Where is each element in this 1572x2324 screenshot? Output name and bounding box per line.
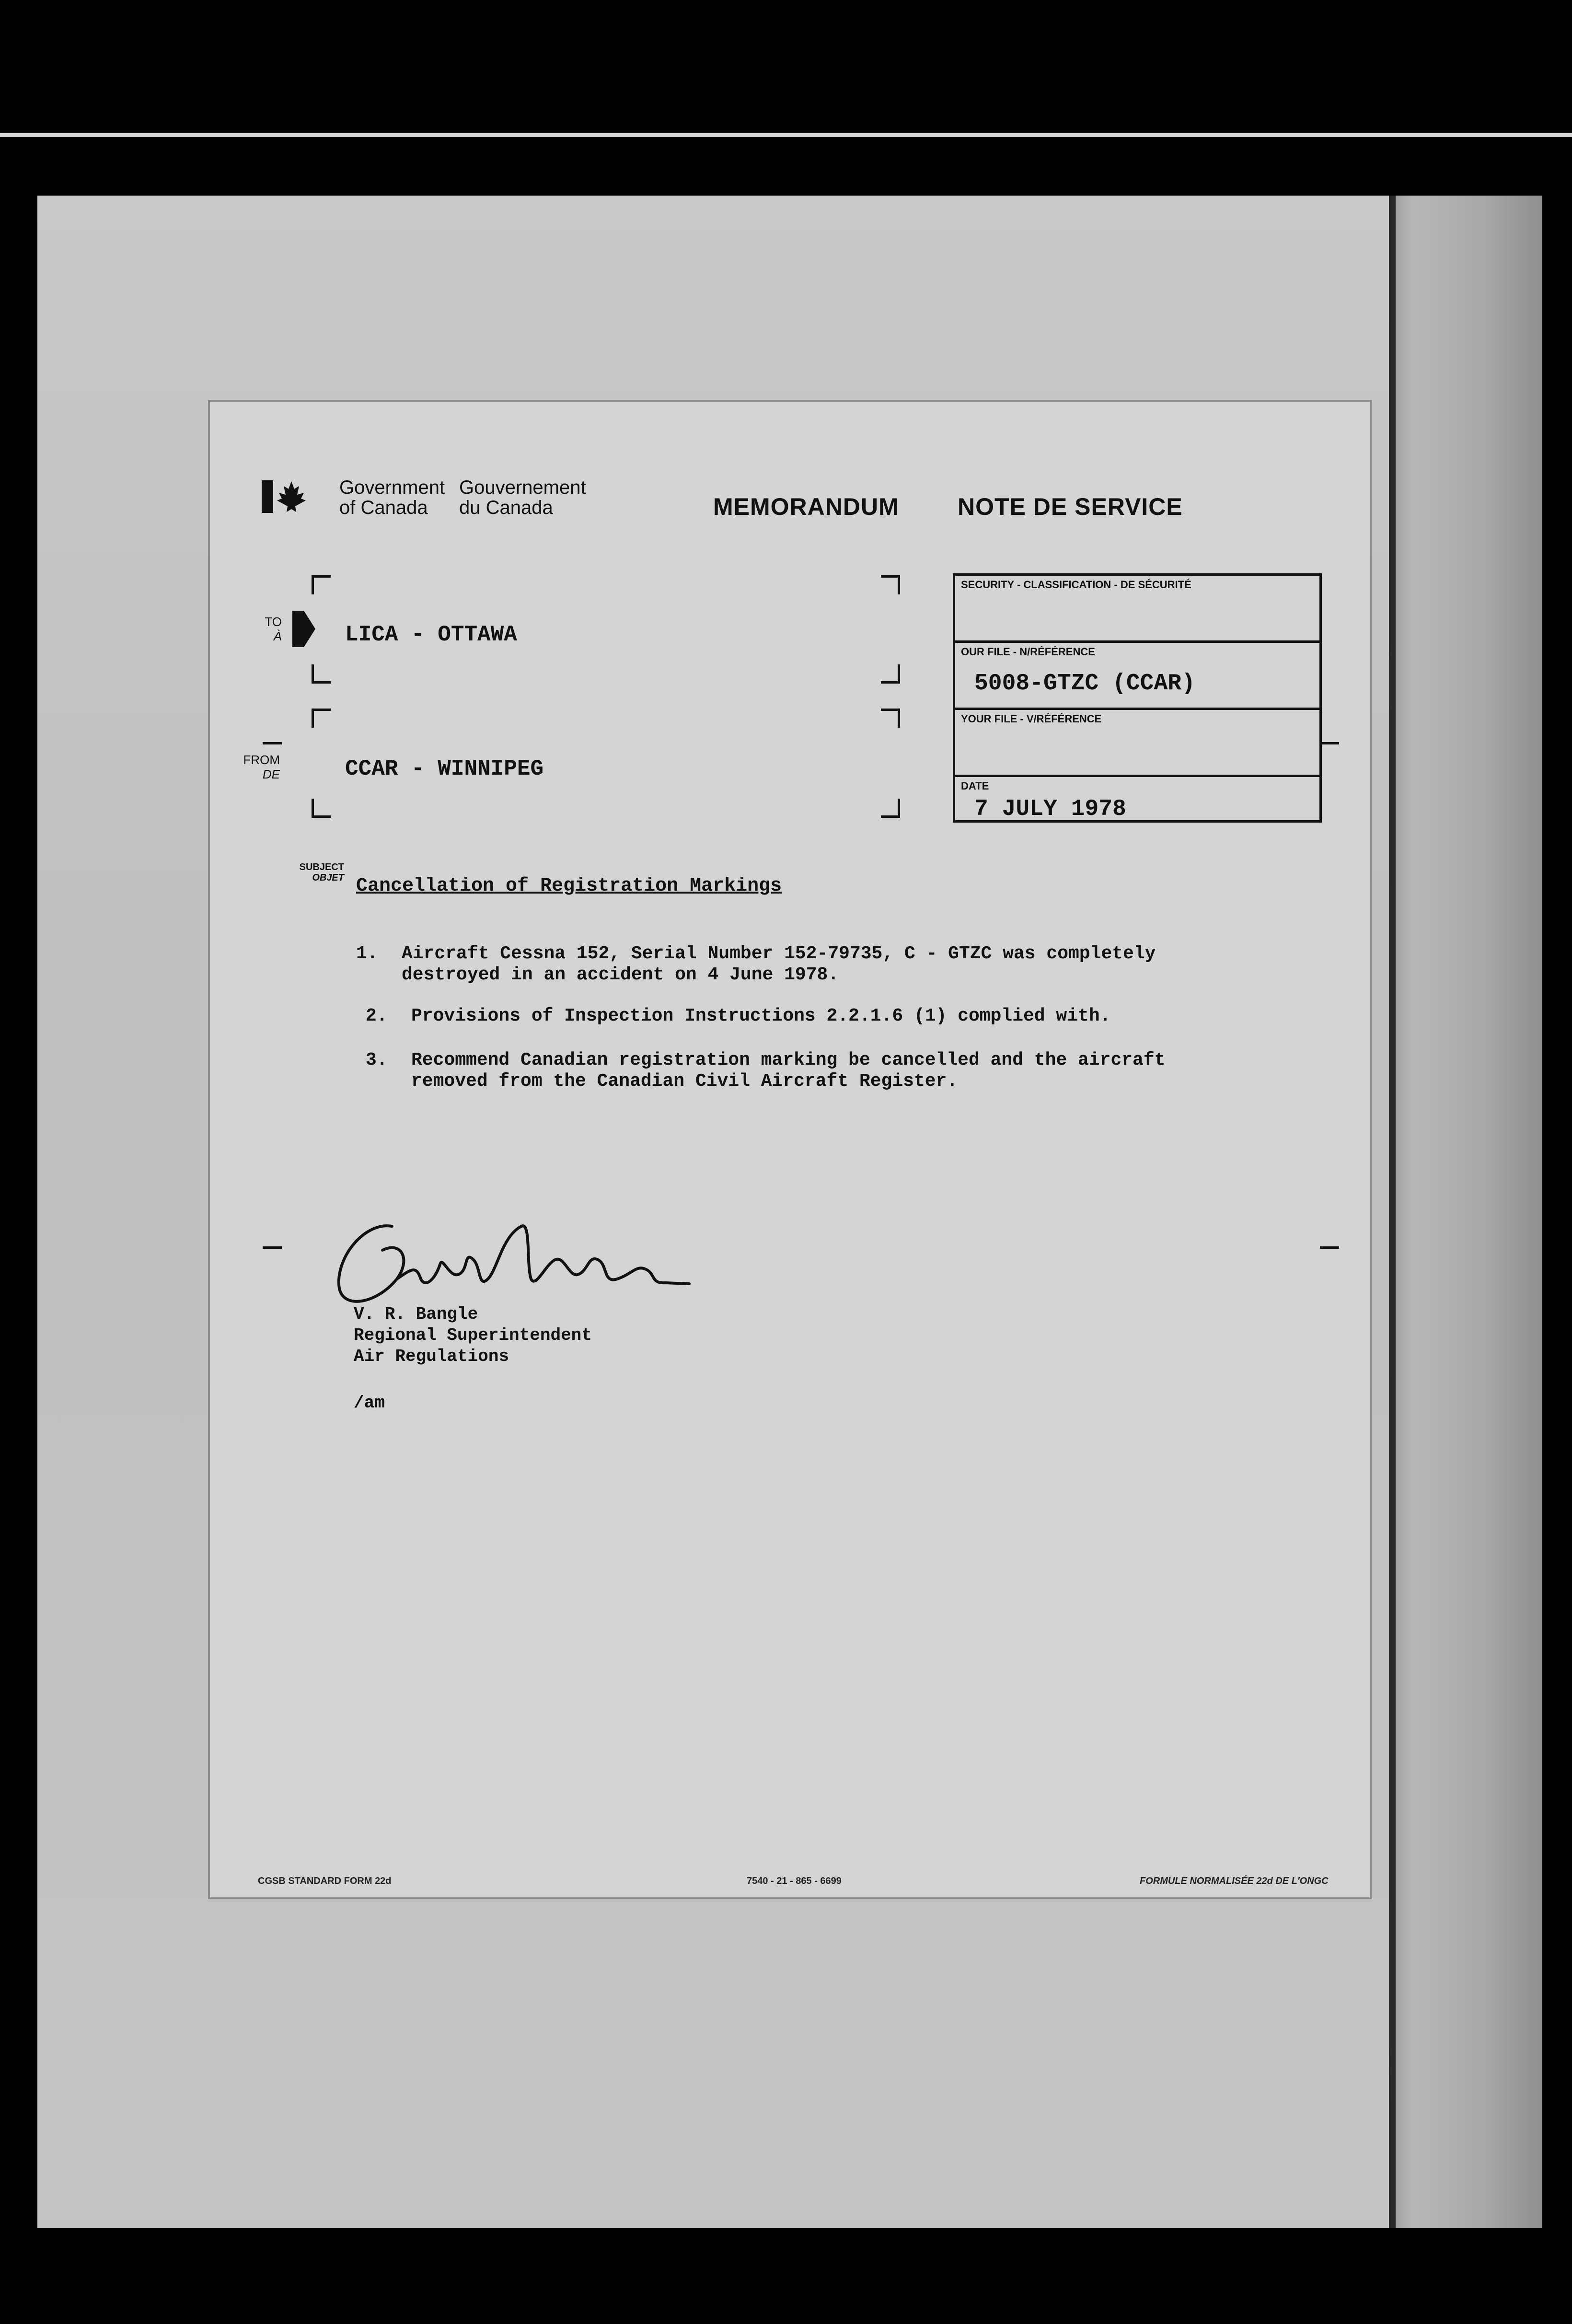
to-label bbox=[258, 615, 282, 643]
from-bracket-bl bbox=[312, 799, 331, 818]
memorandum-sheet bbox=[210, 402, 1370, 1897]
to-label-en: TO bbox=[265, 615, 282, 629]
your-file-row bbox=[955, 710, 1319, 777]
paragraph-3-line2: removed from the Canadian Civil Aircraft Register. bbox=[411, 1071, 958, 1092]
from-label bbox=[239, 753, 280, 781]
government-en bbox=[339, 477, 445, 518]
date-row bbox=[955, 777, 1319, 823]
signature-block bbox=[354, 1304, 592, 1367]
signatory-name: V. R. Bangle bbox=[354, 1304, 478, 1324]
security-label: SECURITY - CLASSIFICATION - DE SÉCURITÉ bbox=[961, 579, 1191, 591]
footer-left: CGSB STANDARD FORM 22d bbox=[258, 1876, 392, 1886]
gov-fr-line2: du Canada bbox=[459, 497, 553, 518]
subject-label-fr: OBJET bbox=[312, 872, 344, 883]
paragraph-3-number: 3. bbox=[366, 1050, 388, 1070]
paragraph-3 bbox=[411, 1050, 1322, 1092]
folder-edge bbox=[1389, 196, 1542, 2228]
right-tick-mark bbox=[1320, 742, 1339, 744]
to-bracket-tr bbox=[881, 575, 900, 594]
from-label-en: FROM bbox=[243, 753, 280, 767]
to-bracket-bl bbox=[312, 664, 331, 684]
gov-fr-line1: Gouvernement bbox=[459, 477, 586, 498]
from-value: CCAR - WINNIPEG bbox=[345, 756, 544, 781]
our-file-row bbox=[955, 643, 1319, 710]
paragraph-1-line1: Aircraft Cessna 152, Serial Number 152-79735, C - GTZC was completely bbox=[402, 943, 1156, 964]
footer-right: FORMULE NORMALISÉE 22d DE L'ONGC bbox=[1140, 1876, 1329, 1886]
signatory-title-1: Regional Superintendent bbox=[354, 1325, 592, 1345]
to-bracket-tl bbox=[312, 575, 331, 594]
folder-crease bbox=[1389, 196, 1396, 2228]
title-memorandum: MEMORANDUM bbox=[713, 493, 899, 520]
from-tick-mark bbox=[263, 742, 282, 744]
right-fold-tick bbox=[1320, 1246, 1339, 1249]
security-row bbox=[955, 576, 1319, 643]
from-bracket-br bbox=[881, 799, 900, 818]
government-fr bbox=[459, 477, 586, 518]
paragraph-2 bbox=[411, 1006, 1322, 1027]
paragraph-2-line1: Provisions of Inspection Instructions 2.2.1.6 (1) complied with. bbox=[411, 1006, 1111, 1026]
canada-flag-icon bbox=[262, 478, 310, 515]
signatory-title-2: Air Regulations bbox=[354, 1347, 509, 1366]
handwritten-signature bbox=[320, 1207, 694, 1317]
gov-en-line2: of Canada bbox=[339, 497, 428, 518]
paragraph-1-number: 1. bbox=[356, 943, 378, 964]
to-value: LICA - OTTAWA bbox=[345, 622, 517, 647]
paragraph-1 bbox=[402, 943, 1312, 986]
date-label: DATE bbox=[961, 780, 989, 792]
date-value: 7 JULY 1978 bbox=[974, 796, 1126, 822]
to-arrow-icon bbox=[292, 611, 316, 647]
film-strip-line bbox=[0, 133, 1572, 137]
subject-value: Cancellation of Registration Markings bbox=[356, 875, 782, 897]
footer-center: 7540 - 21 - 865 - 6699 bbox=[747, 1876, 842, 1886]
title-note-de-service: NOTE DE SERVICE bbox=[958, 493, 1183, 520]
our-file-value: 5008-GTZC (CCAR) bbox=[974, 671, 1195, 697]
from-bracket-tr bbox=[881, 709, 900, 728]
left-fold-tick bbox=[263, 1246, 282, 1249]
from-label-fr: DE bbox=[262, 767, 280, 781]
subject-label bbox=[291, 862, 344, 883]
paragraph-1-line2: destroyed in an accident on 4 June 1978. bbox=[402, 964, 839, 985]
your-file-label: YOUR FILE - V/RÉFÉRENCE bbox=[961, 713, 1102, 725]
paragraph-2-number: 2. bbox=[366, 1006, 388, 1026]
reference-box bbox=[953, 573, 1322, 823]
typist-initials: /am bbox=[354, 1393, 385, 1413]
our-file-label: OUR FILE - N/RÉFÉRENCE bbox=[961, 646, 1095, 658]
paragraph-3-line1: Recommend Canadian registration marking be cancelled and the aircraft bbox=[411, 1050, 1166, 1070]
gov-en-line1: Government bbox=[339, 477, 445, 498]
to-label-fr: À bbox=[273, 629, 282, 643]
to-bracket-br bbox=[881, 664, 900, 684]
from-bracket-tl bbox=[312, 709, 331, 728]
subject-label-en: SUBJECT bbox=[299, 862, 344, 872]
